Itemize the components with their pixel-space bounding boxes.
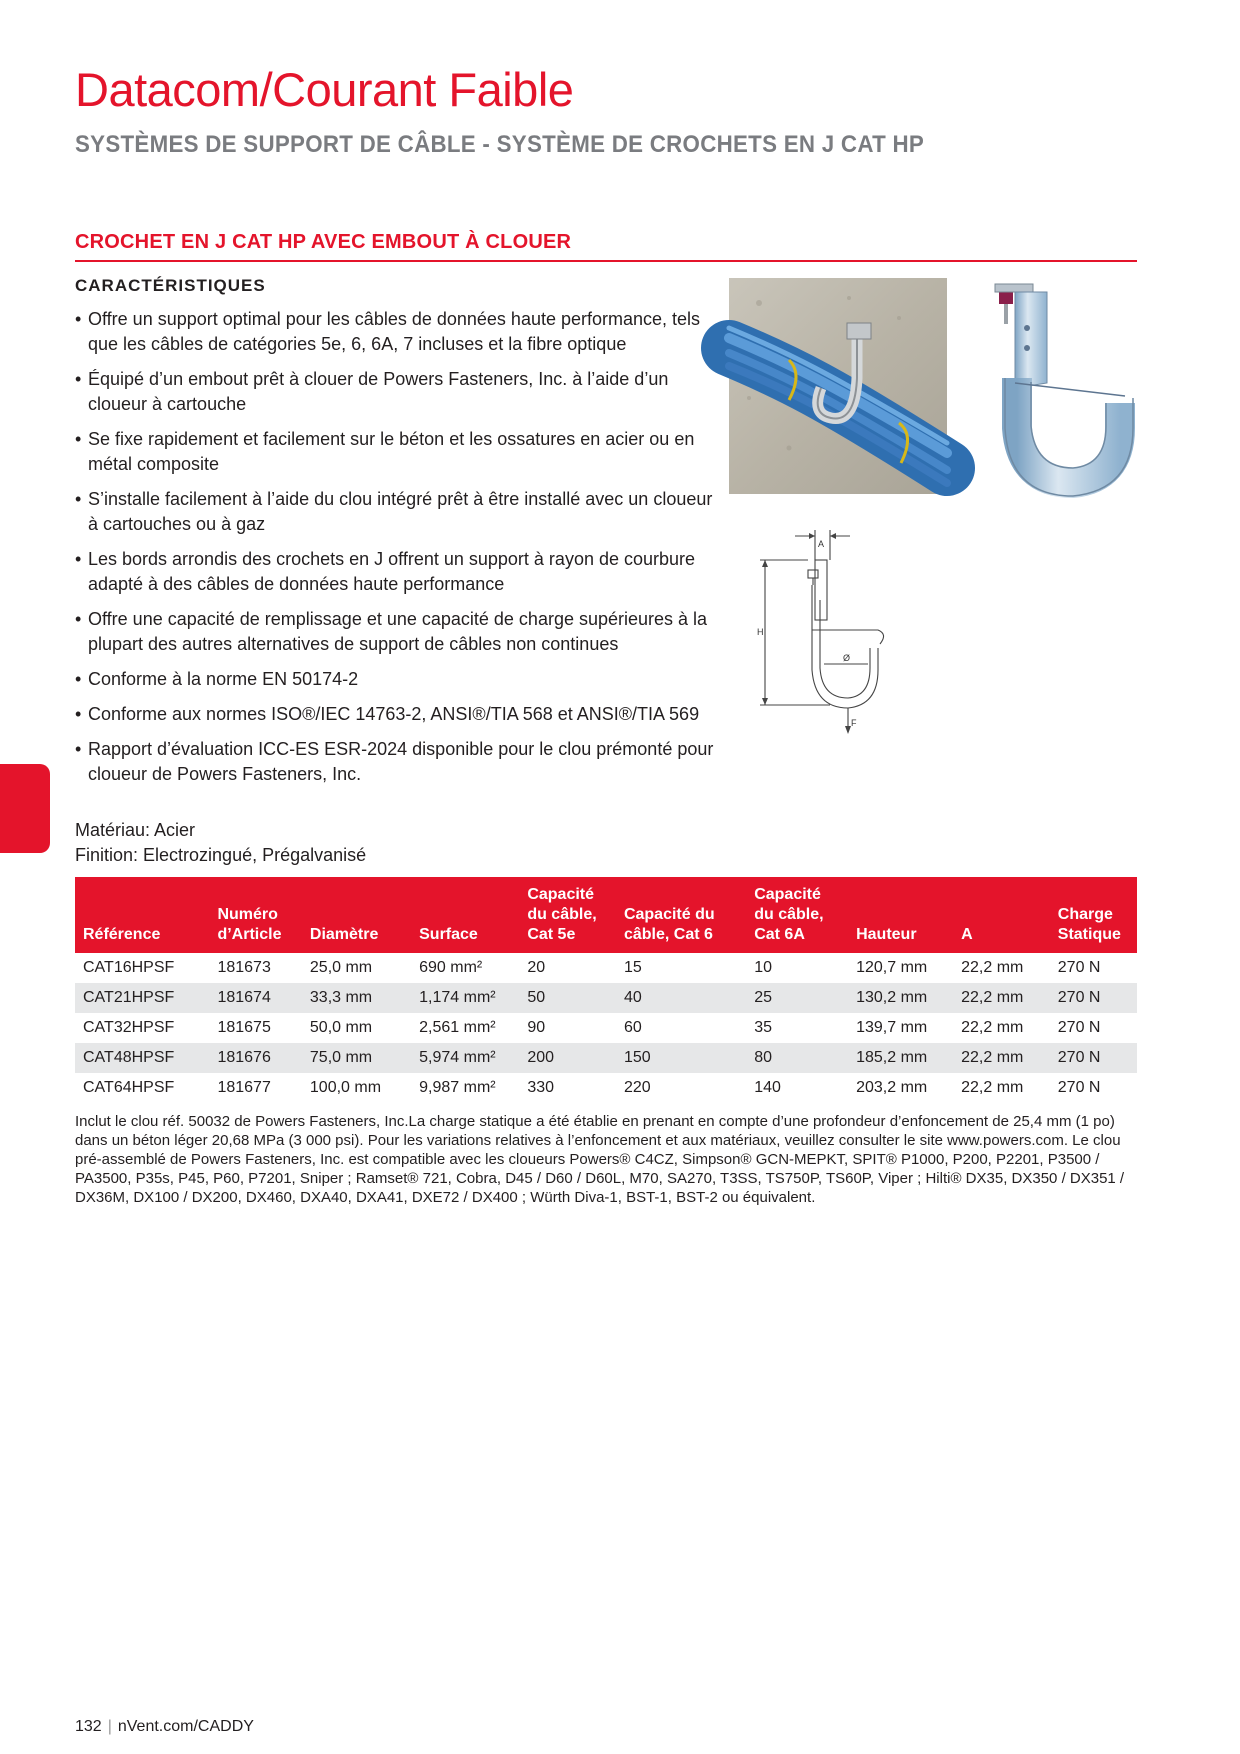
table-cell: 25: [746, 983, 848, 1013]
table-cell: 50: [519, 983, 616, 1013]
feature-item: • S’installe facilement à l’aide du clou intégré prêt à être installé avec un cloueur à cartouches ou à gaz: [75, 487, 725, 537]
feature-item: • Conforme à la norme EN 50174-2: [75, 667, 725, 692]
table-cell: 200: [519, 1043, 616, 1073]
table-cell: 139,7 mm: [856, 1019, 928, 1036]
feature-item: • Équipé d’un embout prêt à clouer de Powers Fasteners, Inc. à l’aide d’un cloueur à cartouche: [75, 367, 725, 417]
table-cell: 220: [623, 1079, 651, 1096]
table-cell: 22,2 mm: [953, 983, 1050, 1013]
column-header: [302, 877, 411, 953]
column-header-line: d’Article: [217, 926, 282, 943]
table-cell: 22,2 mm: [961, 1079, 1024, 1096]
feature-item: • Rapport d’évaluation ICC-ES ESR-2024 disponible pour le clou prémonté pour cloueur de Powers Fasteners, Inc.: [75, 737, 725, 787]
column-header: [746, 877, 848, 953]
table-cell: 2,561 mm²: [419, 1019, 496, 1036]
table-cell: 150: [616, 1043, 746, 1073]
feature-item: • Les bords arrondis des crochets en J offrent un support à rayon de courbure adapté à des câbles de données haute performance: [75, 547, 725, 597]
column-header: [616, 877, 746, 953]
feature-item: • Conforme aux normes ISO®/IEC 14763-2, ANSI®/TIA 568 et ANSI®/TIA 569: [75, 702, 725, 727]
table-cell: 22,2 mm: [961, 1019, 1024, 1036]
table-row: [75, 953, 1137, 983]
column-header-line: Diamètre: [309, 926, 379, 943]
table-cell: 270 N: [1050, 983, 1137, 1013]
table-cell: CAT64HPSF: [83, 1079, 175, 1096]
column-header-line: Hauteur: [856, 926, 917, 943]
table-cell: CAT16HPSF: [83, 959, 175, 976]
section-title: CROCHET EN J CAT HP AVEC EMBOUT À CLOUER: [75, 231, 572, 253]
installation-photo: [729, 278, 947, 494]
table-cell: 140: [754, 1079, 781, 1096]
features-list: [75, 307, 725, 797]
drawing-label-diameter: Ø: [843, 653, 851, 663]
table-body: [75, 953, 1137, 1103]
product-image: [985, 278, 1135, 498]
drawing-label-a: A: [818, 539, 825, 549]
specs-table: [75, 877, 1137, 1103]
column-header-line: Capacité du: [623, 906, 715, 923]
column-header-line: câble, Cat 6: [623, 926, 713, 943]
table-cell: 270 N: [1057, 1019, 1101, 1036]
column-header: [848, 877, 953, 953]
table-cell: 181676: [209, 1043, 301, 1073]
page-title: Datacom/Courant Faible: [75, 63, 574, 116]
table-cell: CAT21HPSF: [75, 983, 209, 1013]
table-cell: 330: [527, 1079, 555, 1096]
footnote: Inclut le clou réf. 50032 de Powers Fasteners, Inc.La charge statique a été établie en prenant en compte d’une profondeur d’enfoncement de 25,4 mm (1 po) dans un béton léger 20,68 MPa (3 000 psi). Pour les variations relatives à l’enfoncement et aux matériaux, veuillez consulter le site www.powers.com. Le clou pré-assemblé de Powers Fasteners, Inc. est compatible avec les cloueurs Powers® C4CZ, Simpson® GCN-MEPKT, SPIT® P1000, P200, P2201, P3500 / PA3500, P35s, P45, P60, P7201, Sniper ; Ramset® 721, Cobra, D45 / D60 / D60L, M70, SA270, T3SS, TS750P, TS60P, Viper ; Hilti® DX35, DX350 / DX351 / DX36M, DX100 / DX200, DX460, DXA40, DXA41, DXE72 / DX400 ; Würth Diva-1, BST-1, BST-2 ou équivalent.: [75, 1113, 1125, 1206]
column-header-line: du câble,: [754, 906, 824, 923]
table-cell: 690 mm²: [419, 959, 483, 976]
table-cell: CAT32HPSF: [83, 1019, 175, 1036]
column-header: [209, 877, 301, 953]
table-cell: 40: [616, 983, 746, 1013]
table-row: [75, 1043, 1137, 1073]
table-cell: 270 N: [1057, 1079, 1101, 1096]
column-header-line: Capacité: [754, 886, 821, 903]
table-row: [75, 1073, 1137, 1103]
page-subtitle: SYSTÈMES DE SUPPORT DE CÂBLE - SYSTÈME DE CROCHETS EN J CAT HP: [75, 131, 925, 158]
table-header-row: [75, 877, 1137, 953]
column-header-line: du câble,: [527, 906, 597, 923]
table-cell: 75,0 mm: [302, 1043, 411, 1073]
feature-item: • Se fixe rapidement et facilement sur le béton et les ossatures en acier ou en métal composite: [75, 427, 725, 477]
table-cell: 203,2 mm: [856, 1079, 928, 1096]
table-cell: 25,0 mm: [309, 959, 373, 976]
page-number: 132: [75, 1718, 102, 1735]
column-header-line: Numéro: [217, 906, 278, 923]
section-header: [75, 231, 1137, 262]
feature-item: • Offre un support optimal pour les câbles de données haute performance, tels que les câbles de catégories 5e, 6, 6A, 7 incluses et la fibre optique: [75, 307, 725, 357]
table-cell: 270 N: [1050, 1043, 1137, 1073]
material-text: Matériau: Acier: [75, 820, 196, 840]
table-cell: 181675: [217, 1019, 271, 1036]
table-cell: 20: [527, 959, 546, 976]
table-cell: 130,2 mm: [848, 983, 953, 1013]
footer-site-link[interactable]: nVent.com/CADDY: [117, 1718, 254, 1735]
table-cell: 90: [527, 1019, 546, 1036]
finish-text: Finition: Electrozingué, Prégalvanisé: [75, 845, 367, 865]
drawing-label-h: H: [757, 627, 764, 637]
table-cell: 60: [623, 1019, 642, 1036]
table-cell: 50,0 mm: [309, 1019, 373, 1036]
dimension-drawing: [757, 530, 910, 745]
features-heading: CARACTÉRISTIQUES: [75, 276, 266, 295]
table-cell: 120,7 mm: [856, 959, 928, 976]
column-header: [953, 877, 1050, 953]
column-header: [75, 877, 209, 953]
table-cell: 1,174 mm²: [411, 983, 519, 1013]
side-tab-marker: [0, 764, 50, 853]
page-footer: [75, 1718, 254, 1736]
column-header-line: A: [961, 926, 973, 943]
column-header-line: Surface: [419, 926, 478, 943]
table-row: [75, 1013, 1137, 1043]
column-header: [1050, 877, 1137, 953]
table-cell: 5,974 mm²: [411, 1043, 519, 1073]
table-cell: 185,2 mm: [848, 1043, 953, 1073]
column-header-line: Référence: [83, 926, 161, 943]
table-cell: 181673: [217, 959, 271, 976]
table-cell: 181677: [217, 1079, 271, 1096]
feature-item: • Offre une capacité de remplissage et une capacité de charge supérieures à la plupart des autres alternatives de support de câbles non continues: [75, 607, 725, 657]
table-cell: CAT48HPSF: [75, 1043, 209, 1073]
column-header-line: Cat 6A: [754, 926, 805, 943]
table-row: [75, 983, 1137, 1013]
table-cell: 35: [754, 1019, 772, 1036]
table-cell: 33,3 mm: [302, 983, 411, 1013]
table-cell: 80: [746, 1043, 848, 1073]
material-block: [75, 818, 366, 868]
column-header-line: Statique: [1057, 926, 1121, 943]
table-cell: 22,2 mm: [961, 959, 1024, 976]
footer-separator: |: [107, 1718, 112, 1735]
drawing-label-f: F: [851, 718, 857, 728]
column-header: [519, 877, 616, 953]
column-header: [411, 877, 519, 953]
table-cell: 15: [623, 959, 642, 976]
table-cell: 270 N: [1057, 959, 1101, 976]
column-header-line: Capacité: [527, 886, 595, 903]
table-cell: 22,2 mm: [953, 1043, 1050, 1073]
table-cell: 10: [754, 959, 772, 976]
table-cell: 9,987 mm²: [419, 1079, 496, 1096]
column-header-line: Cat 5e: [527, 926, 576, 943]
table-cell: 181674: [209, 983, 301, 1013]
table-cell: 100,0 mm: [309, 1079, 382, 1096]
column-header-line: Charge: [1057, 906, 1113, 923]
